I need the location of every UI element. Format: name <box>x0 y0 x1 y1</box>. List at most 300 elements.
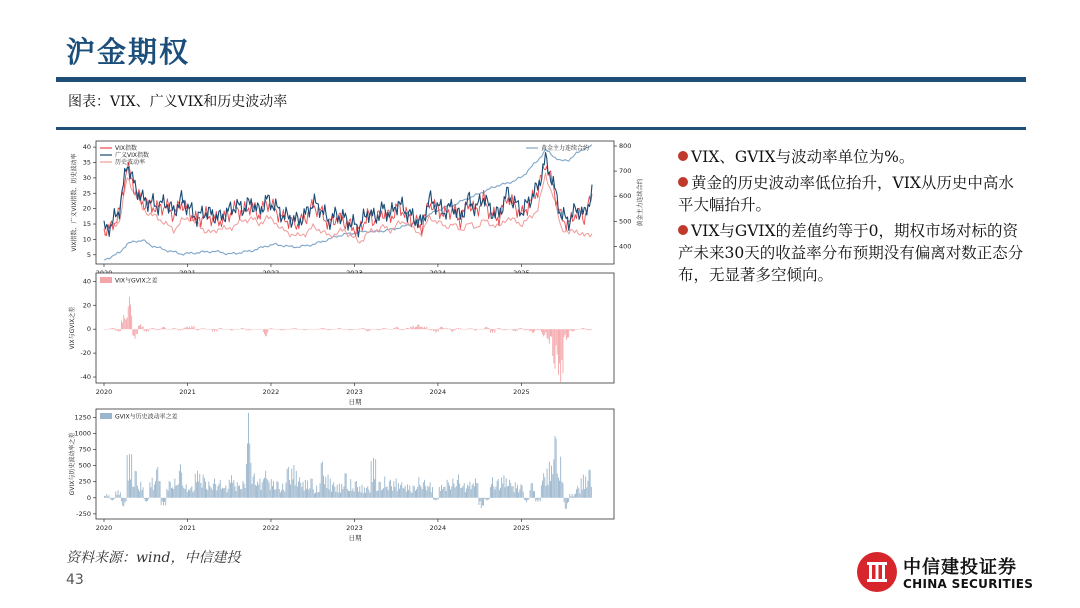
bar <box>321 463 322 498</box>
bar <box>413 486 414 498</box>
bar <box>109 495 110 498</box>
bar <box>250 329 251 330</box>
bar <box>555 329 556 369</box>
bar <box>511 486 512 497</box>
bar <box>582 328 583 329</box>
bar <box>130 480 131 498</box>
bar <box>339 328 340 329</box>
bar <box>452 329 453 331</box>
bar <box>340 328 341 329</box>
bar <box>570 329 571 330</box>
bar <box>357 487 358 498</box>
bar <box>146 329 147 331</box>
bar <box>572 329 573 331</box>
bar <box>374 479 375 498</box>
bar <box>446 329 447 330</box>
bar <box>198 481 199 497</box>
bar <box>384 477 385 498</box>
bar <box>588 329 589 330</box>
bar <box>128 481 129 498</box>
figure-caption: 图表：VIX、广义VIX和历史波动率 <box>68 94 288 110</box>
y-tick-label: 15 <box>82 220 91 229</box>
bar <box>338 493 339 498</box>
bar <box>410 492 411 498</box>
bar <box>131 316 132 330</box>
bar <box>140 324 141 329</box>
caption-underline <box>56 127 1026 130</box>
bar <box>127 455 128 498</box>
bar <box>322 328 323 329</box>
bar <box>220 480 221 498</box>
bar <box>325 329 326 330</box>
bar <box>439 487 440 498</box>
bar <box>555 436 556 498</box>
bar <box>533 329 534 332</box>
x-tick-label: 2025 <box>513 524 530 532</box>
bar <box>291 328 292 329</box>
bar <box>193 327 194 329</box>
bar <box>235 486 236 497</box>
bar <box>332 485 333 498</box>
bar <box>497 481 498 498</box>
bar <box>475 479 476 498</box>
bar <box>536 498 537 500</box>
bar <box>152 328 153 329</box>
bar <box>430 329 431 330</box>
bullet-dot-icon <box>678 225 688 235</box>
y-tick-label: 5 <box>86 250 91 259</box>
bar <box>139 325 140 329</box>
bar <box>265 471 266 498</box>
bar <box>161 498 162 505</box>
bar <box>517 329 518 330</box>
bar <box>431 329 432 330</box>
plot-frame <box>96 409 614 519</box>
bar <box>113 328 114 329</box>
bar <box>514 492 515 498</box>
bar <box>399 329 400 330</box>
bar <box>460 488 461 498</box>
bar <box>471 329 472 330</box>
bar <box>174 479 175 498</box>
page-number: 43 <box>66 572 84 588</box>
bar <box>119 329 120 331</box>
bar <box>379 329 380 330</box>
bar <box>366 329 367 330</box>
bar <box>244 484 245 498</box>
bar <box>247 329 248 330</box>
bar <box>172 329 173 330</box>
bar <box>177 329 178 330</box>
bar <box>164 327 165 329</box>
bar <box>416 489 417 498</box>
bar <box>429 487 430 498</box>
bar <box>392 491 393 498</box>
bar <box>370 493 371 498</box>
bar <box>162 327 163 329</box>
bar <box>518 329 519 330</box>
bar <box>524 329 525 330</box>
bar <box>408 490 409 498</box>
bar <box>375 459 376 498</box>
bar <box>258 485 259 498</box>
bar <box>498 479 499 498</box>
bar <box>303 482 304 498</box>
bar <box>254 473 255 497</box>
bar <box>165 498 166 505</box>
bar <box>160 329 161 330</box>
bar <box>283 490 284 498</box>
bar <box>446 491 447 498</box>
bar <box>378 491 379 498</box>
bar <box>273 329 274 330</box>
bar <box>281 329 282 330</box>
bar <box>538 329 539 330</box>
bar <box>271 479 272 498</box>
bar <box>188 328 189 329</box>
bar <box>384 328 385 329</box>
bar <box>288 467 289 498</box>
bar <box>221 328 222 329</box>
bar <box>373 458 374 498</box>
bar <box>499 490 500 498</box>
bar <box>382 328 383 329</box>
bar <box>246 329 247 330</box>
bar <box>368 490 369 498</box>
bar <box>230 483 231 498</box>
bar <box>181 473 182 498</box>
bar <box>187 327 188 329</box>
bar <box>172 487 173 498</box>
legend-label: GVIX与历史波动率之差 <box>115 413 178 421</box>
bar <box>185 489 186 498</box>
bar <box>289 480 290 498</box>
bar <box>510 483 511 498</box>
bar <box>362 328 363 329</box>
bar <box>584 489 585 498</box>
y-tick-label: 40 <box>82 143 91 152</box>
bar <box>565 329 566 334</box>
bar <box>278 482 279 498</box>
bar <box>553 329 554 363</box>
bar <box>568 329 569 337</box>
bar <box>590 470 591 498</box>
bar <box>347 489 348 498</box>
bullet-text: VIX、GVIX与波动率单位为%。 <box>691 148 915 166</box>
bar <box>435 498 436 501</box>
bar <box>549 329 550 343</box>
bar <box>583 328 584 329</box>
bar <box>364 328 365 329</box>
bar <box>243 328 244 329</box>
bar <box>395 328 396 329</box>
bar <box>348 491 349 498</box>
bar <box>153 490 154 498</box>
bar <box>440 327 441 329</box>
bar <box>248 413 249 498</box>
bar <box>527 498 528 500</box>
bar <box>492 329 493 333</box>
bar <box>589 329 590 330</box>
bar <box>476 483 477 498</box>
bar <box>427 486 428 498</box>
bar <box>274 490 275 498</box>
bar <box>292 479 293 498</box>
bar <box>426 490 427 497</box>
bar <box>376 329 377 330</box>
bar <box>260 479 261 498</box>
y-tick-label: -20 <box>80 349 91 358</box>
bar <box>513 486 514 498</box>
bar <box>561 329 562 360</box>
y-tick-label: 0 <box>86 493 91 502</box>
bar <box>567 329 568 338</box>
bar <box>370 329 371 330</box>
bar <box>531 484 532 498</box>
bar <box>391 486 392 498</box>
bar <box>454 484 455 498</box>
bar <box>249 329 250 330</box>
bar <box>286 483 287 498</box>
bar <box>471 489 472 498</box>
bar <box>153 328 154 329</box>
y-tick-label: -40 <box>80 373 91 382</box>
bar <box>342 489 343 498</box>
bar <box>206 489 207 498</box>
bar <box>182 329 183 330</box>
bar <box>154 485 155 498</box>
bar <box>155 481 156 498</box>
bar <box>564 498 565 502</box>
bar <box>550 481 551 498</box>
bar <box>171 488 172 498</box>
bar <box>282 329 283 330</box>
bar <box>306 489 307 498</box>
bar <box>314 493 315 497</box>
bar <box>365 329 366 330</box>
bar <box>590 329 591 330</box>
bar <box>122 498 123 506</box>
bar <box>513 329 514 331</box>
bar <box>113 498 114 500</box>
bar <box>178 484 179 498</box>
bar <box>363 328 364 329</box>
bar <box>531 329 532 331</box>
bar <box>269 482 270 497</box>
bar <box>120 329 121 331</box>
bar <box>467 485 468 498</box>
bar <box>506 329 507 330</box>
bar <box>439 328 440 329</box>
bar <box>371 461 372 498</box>
bar <box>540 498 541 502</box>
bar <box>465 492 466 498</box>
bar <box>450 490 451 498</box>
bar <box>248 329 249 330</box>
bar <box>584 329 585 330</box>
bar <box>264 478 265 498</box>
bar <box>208 482 209 498</box>
bar <box>424 327 425 329</box>
bar <box>367 486 368 498</box>
bar <box>166 489 167 498</box>
bar <box>422 327 423 329</box>
bar <box>180 464 181 498</box>
bar <box>358 492 359 498</box>
bar <box>409 485 410 498</box>
bar <box>127 318 128 330</box>
bar <box>202 329 203 330</box>
y-tick-label: 20 <box>82 204 91 213</box>
bar <box>188 490 189 498</box>
legend-label: 历史波动率 <box>115 159 146 166</box>
legend-swatch <box>100 277 112 283</box>
bar <box>586 488 587 498</box>
bar <box>261 490 262 498</box>
bar <box>142 490 143 498</box>
bar <box>238 486 239 498</box>
bar <box>418 324 419 329</box>
bar <box>205 482 206 498</box>
bullet-list <box>678 146 1028 290</box>
bar <box>443 487 444 498</box>
bar <box>295 328 296 329</box>
bar <box>425 486 426 498</box>
bar <box>547 469 548 498</box>
bar <box>423 482 424 497</box>
bar <box>349 491 350 498</box>
bar <box>252 484 253 498</box>
bar <box>396 327 397 329</box>
bar <box>257 482 258 498</box>
bar <box>568 498 569 502</box>
bar <box>588 481 589 498</box>
bar <box>247 444 248 498</box>
bar <box>339 484 340 498</box>
bar <box>295 485 296 497</box>
bar <box>539 498 540 500</box>
bar <box>581 329 582 330</box>
bar <box>589 470 590 498</box>
bar <box>582 490 583 498</box>
bar <box>320 483 321 498</box>
bar <box>249 444 250 498</box>
x-tick-label: 2021 <box>179 524 196 532</box>
bar <box>229 480 230 498</box>
bar <box>300 483 301 498</box>
bar <box>380 329 381 330</box>
bar <box>456 486 457 498</box>
charts-svg <box>66 134 644 544</box>
bar <box>176 486 177 498</box>
bar <box>309 488 310 498</box>
bar <box>481 498 482 508</box>
bar <box>262 483 263 498</box>
bar <box>485 327 486 329</box>
bar <box>492 477 493 498</box>
bar <box>291 469 292 498</box>
bar <box>569 329 570 330</box>
bar <box>533 491 534 498</box>
bar <box>484 498 485 499</box>
bar <box>551 466 552 498</box>
bar <box>400 485 401 498</box>
bar <box>558 329 559 375</box>
bar <box>312 479 313 498</box>
bar <box>173 328 174 329</box>
bar <box>140 482 141 498</box>
bar <box>395 487 396 498</box>
bar <box>144 329 145 331</box>
bar <box>574 494 575 498</box>
y2-tick-label: 400 <box>619 242 632 251</box>
bar <box>534 329 535 331</box>
bar <box>438 329 439 332</box>
bar <box>219 484 220 498</box>
bar <box>269 329 270 330</box>
bar <box>378 329 379 330</box>
bar <box>123 315 124 329</box>
bar <box>570 496 571 498</box>
bar <box>277 481 278 498</box>
bar <box>296 328 297 329</box>
bar <box>351 491 352 498</box>
bar <box>270 490 271 498</box>
bar <box>218 329 219 330</box>
bar <box>183 328 184 329</box>
bar <box>496 329 497 330</box>
bar <box>491 484 492 498</box>
bar <box>433 498 434 500</box>
bar <box>132 486 133 497</box>
bar <box>420 485 421 498</box>
bar <box>224 488 225 498</box>
bar <box>218 486 219 498</box>
bar <box>389 481 390 498</box>
bar <box>454 329 455 330</box>
bar <box>500 488 501 498</box>
bar <box>468 486 469 498</box>
bar <box>410 327 411 330</box>
bar <box>365 493 366 498</box>
bar <box>156 470 157 498</box>
x-axis-label: 日期 <box>348 534 362 542</box>
bar <box>447 328 448 329</box>
bar <box>412 327 413 329</box>
bar <box>197 471 198 498</box>
bar <box>526 329 527 330</box>
bar <box>489 328 490 329</box>
bar <box>323 476 324 498</box>
bar <box>174 328 175 329</box>
bar <box>199 329 200 330</box>
bar <box>387 487 388 498</box>
y-tick-label: 500 <box>78 461 91 470</box>
bar <box>549 462 550 498</box>
bar <box>366 488 367 498</box>
bar <box>165 328 166 329</box>
bar <box>504 475 505 498</box>
bar <box>241 489 242 497</box>
bullet-text: VIX与GVIX的差值约等于0，期权市场对标的资产未来30天的收益率分布预期没有偏离对数正态分布，无显著多空倾向。 <box>678 222 1024 284</box>
bar <box>386 487 387 498</box>
bar <box>227 492 228 498</box>
bar <box>216 329 217 331</box>
bar <box>145 498 146 501</box>
bar <box>547 329 548 338</box>
bar <box>528 498 529 500</box>
y2-axis-label: 黄金主力连续合约 <box>637 178 644 227</box>
